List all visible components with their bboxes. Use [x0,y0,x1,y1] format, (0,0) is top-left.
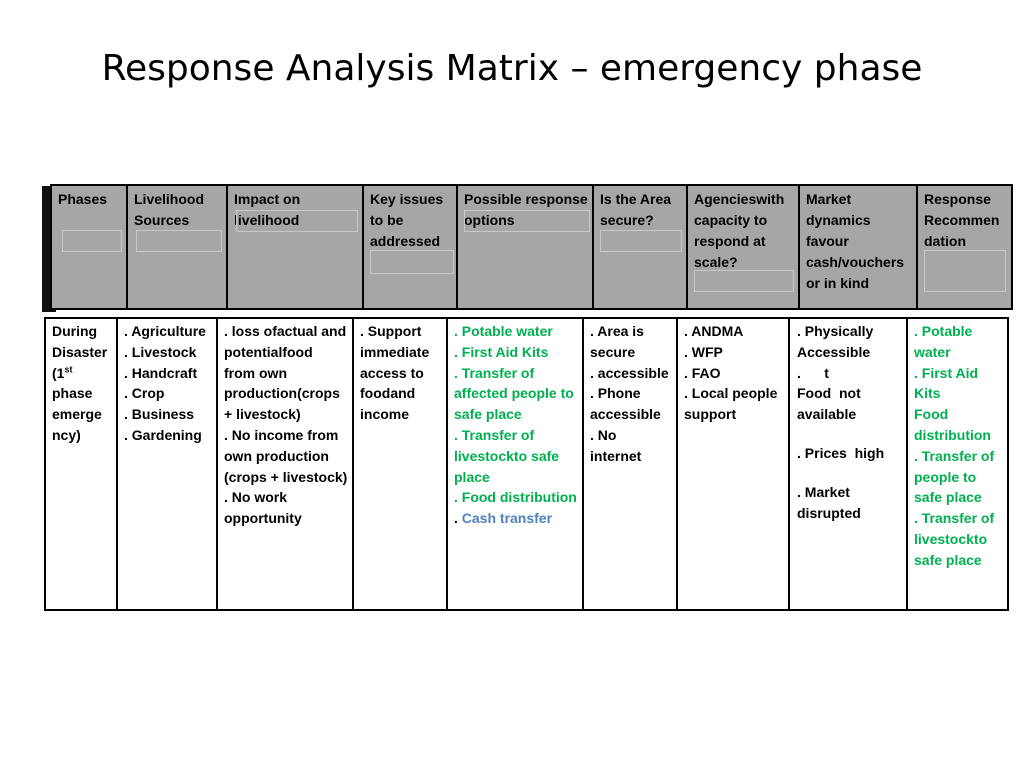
cell-impact: . loss ofactual and potentialfood from own production(crops + livestock) . No income from own production (crops + livestock) . No work opportunity [218,319,354,609]
header-recommendation: Response Recommen dation [918,186,1011,308]
matrix-body-row [44,317,1009,611]
header-area-secure: Is the Area secure? [594,186,688,308]
slide-title: Response Analysis Matrix – emergency phase [101,48,923,89]
header-agencies: Agencieswith capacity to respond at scale? [688,186,800,308]
header-phases: Phases [52,186,128,308]
header-response-options: Possible response options [458,186,594,308]
cell-response-options: . Potable water . First Aid Kits . Transfer of affected people to safe place . Transfer of livestockto safe place . Food distribution . Cash transfer [448,319,584,609]
cell-market-dynamics: . Physically Accessible . t Food not available . Prices high . Market disrupted [790,319,908,609]
cell-agencies: . ANDMA . WFP . FAO . Local people support [678,319,790,609]
header-livelihood-sources: Livelihood Sources [128,186,228,308]
cell-livelihood-sources: . Agriculture . Livestock . Handcraft . Crop . Business . Gardening [118,319,218,609]
cell-phase: During Disaster (1st phase emerge ncy) [46,319,118,609]
header-impact: Impact on livelihood [228,186,364,308]
cell-area-secure: . Area is secure . accessible . Phone accessible . No internet [584,319,678,609]
header-key-issues: Key issues to be addressed [364,186,458,308]
header-market-dynamics: Market dynamics favour cash/vouchers or in kind [800,186,918,308]
cell-recommendation: . Potable water . First Aid Kits Food distribution . Transfer of people to safe place . Transfer of livestockto safe place [914,323,995,568]
header-table [50,184,1013,310]
cell-key-issues: . Support immediate access to foodand income [354,319,448,609]
